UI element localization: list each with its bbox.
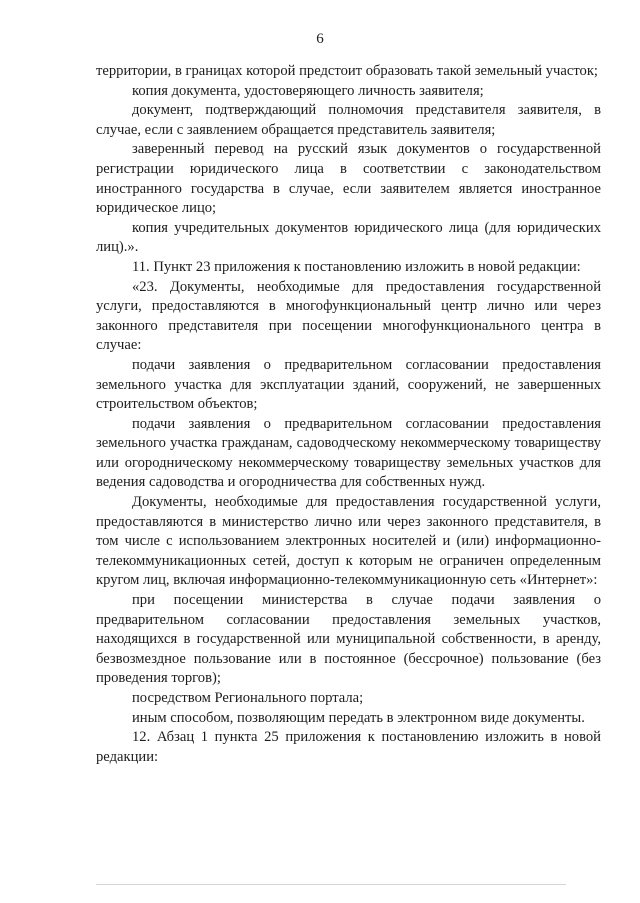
document-paragraph: иным способом, позволяющим передать в электронном виде документы.	[132, 709, 585, 726]
document-paragraph: подачи заявления о предварительном согласовании предоставления земельного участка гражданам, садоводческому некоммерческому товариществу или огородническому некоммерческому товариществу земельных участков для ведения садоводства и огородничества для собственных нужд.	[96, 415, 601, 491]
document-paragraph: заверенный перевод на русский язык документов о государственной регистрации юридического лица в соответствии с законодательством иностранного государства в случае, если заявителем является иностранное юридическое лицо;	[96, 141, 601, 217]
document-paragraph: документ, подтверждающий полномочия представителя заявителя, в случае, если с заявлением обращается представитель заявителя;	[96, 102, 601, 138]
document-paragraph: 12. Абзац 1 пункта 25 приложения к постановлению изложить в новой редакции:	[96, 729, 601, 765]
document-body	[96, 62, 601, 767]
document-paragraph: территории, в границах которой предстоит образовать такой земельный участок;	[96, 63, 598, 79]
scan-artifact-line	[96, 884, 566, 885]
document-paragraph: копия документа, удостоверяющего личность заявителя;	[132, 82, 484, 99]
document-paragraph: 11. Пункт 23 приложения к постановлению изложить в новой редакции:	[132, 258, 581, 275]
document-paragraph: «23. Документы, необходимые для предоставления государственной услуги, предоставляются в многофункциональный центр лично или через законного представителя при посещении многофункционального центра в случае:	[96, 278, 601, 354]
page-number: 6	[316, 31, 324, 47]
document-paragraph: Документы, необходимые для предоставления государственной услуги, предоставляются в министерство лично или через законного представителя, в том числе с использованием электронных носителей и (или) информационно-телекоммуникационных сетей, доступ к которым не ограничен определенным кругом лиц, включая информационно-телекоммуникационную сеть «Интернет»:	[96, 494, 601, 589]
document-paragraph: подачи заявления о предварительном согласовании предоставления земельного участка для эксплуатации зданий, сооружений, не завершенных строительством объектов;	[96, 356, 601, 413]
document-paragraph: посредством Регионального портала;	[132, 690, 364, 706]
document-paragraph: копия учредительных документов юридического лица (для юридических лиц).».	[96, 219, 601, 256]
document-paragraph: при посещении министерства в случае подачи заявления о предварительном согласовании предоставления земельных участков, находящихся в государственной или муниципальной собственности, в аренду, безвозмездное пользование или в постоянное (бессрочное) пользование (без проведения торгов);	[96, 592, 601, 687]
